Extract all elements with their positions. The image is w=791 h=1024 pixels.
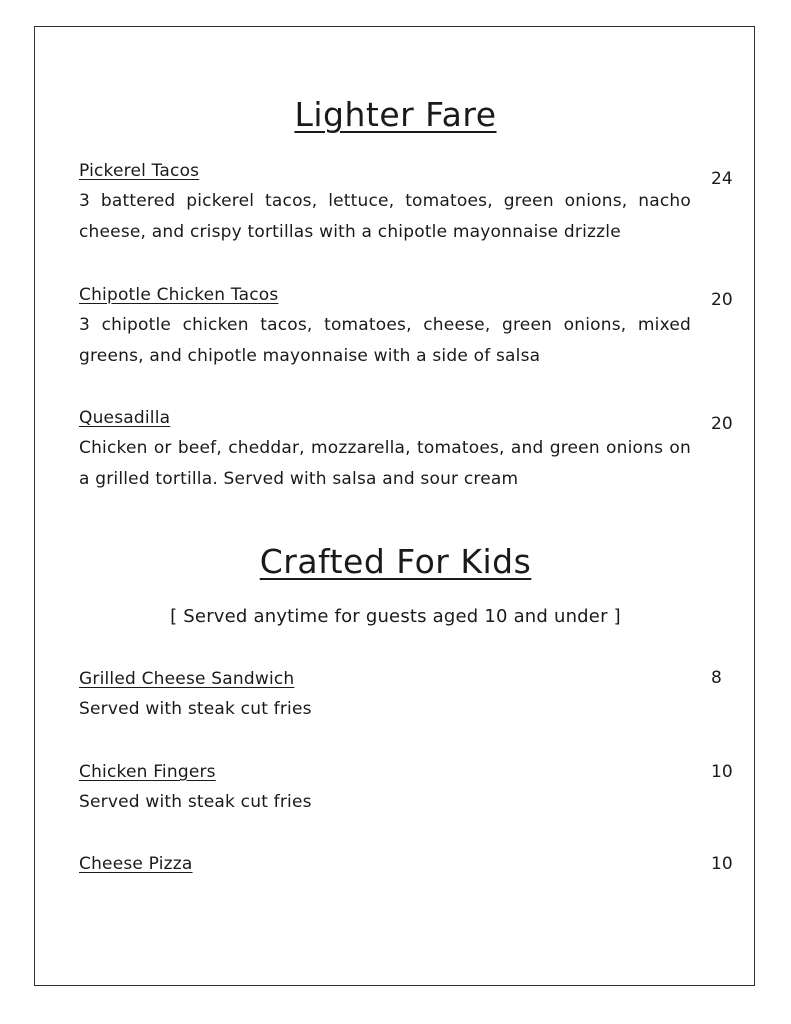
item-name: Chipotle Chicken Tacos xyxy=(79,285,279,305)
item-name: Grilled Cheese Sandwich xyxy=(79,669,295,689)
item-description: Served with steak cut fries xyxy=(79,699,312,720)
section-title-lighter-fare: Lighter Fare xyxy=(294,95,497,134)
item-name: Pickerel Tacos xyxy=(79,161,200,181)
menu-item-cheese-pizza xyxy=(79,854,691,874)
item-description: Chicken or beef, cheddar, mozzarella, tomatoes, and green onions on a grilled tortilla. Served with salsa and sour cream xyxy=(79,438,691,490)
item-price: 10 xyxy=(711,762,733,782)
menu-item-quesadilla xyxy=(79,408,691,495)
menu-item-grilled-cheese-sandwich xyxy=(79,669,691,725)
item-name: Cheese Pizza xyxy=(79,854,193,874)
item-name: Quesadilla xyxy=(79,408,171,428)
menu-item-chicken-fingers xyxy=(79,762,691,818)
section-title-crafted-for-kids: Crafted For Kids xyxy=(259,542,532,581)
kids-age-note: [ Served anytime for guests aged 10 and under ] xyxy=(170,606,621,627)
item-price: 20 xyxy=(711,290,733,310)
item-price: 24 xyxy=(711,169,733,189)
item-description: Served with steak cut fries xyxy=(79,792,312,813)
item-price: 20 xyxy=(711,414,733,434)
item-price: 8 xyxy=(711,668,722,688)
menu-item-chipotle-chicken-tacos xyxy=(79,285,691,372)
menu-item-pickerel-tacos xyxy=(79,161,691,248)
item-price: 10 xyxy=(711,854,733,874)
item-description: 3 chipotle chicken tacos, tomatoes, cheese, green onions, mixed greens, and chipotle mayonnaise with a side of salsa xyxy=(79,315,691,367)
item-name: Chicken Fingers xyxy=(79,762,216,782)
item-description: 3 battered pickerel tacos, lettuce, tomatoes, green onions, nacho cheese, and crispy tortillas with a chipotle mayonnaise drizzle xyxy=(79,191,691,243)
